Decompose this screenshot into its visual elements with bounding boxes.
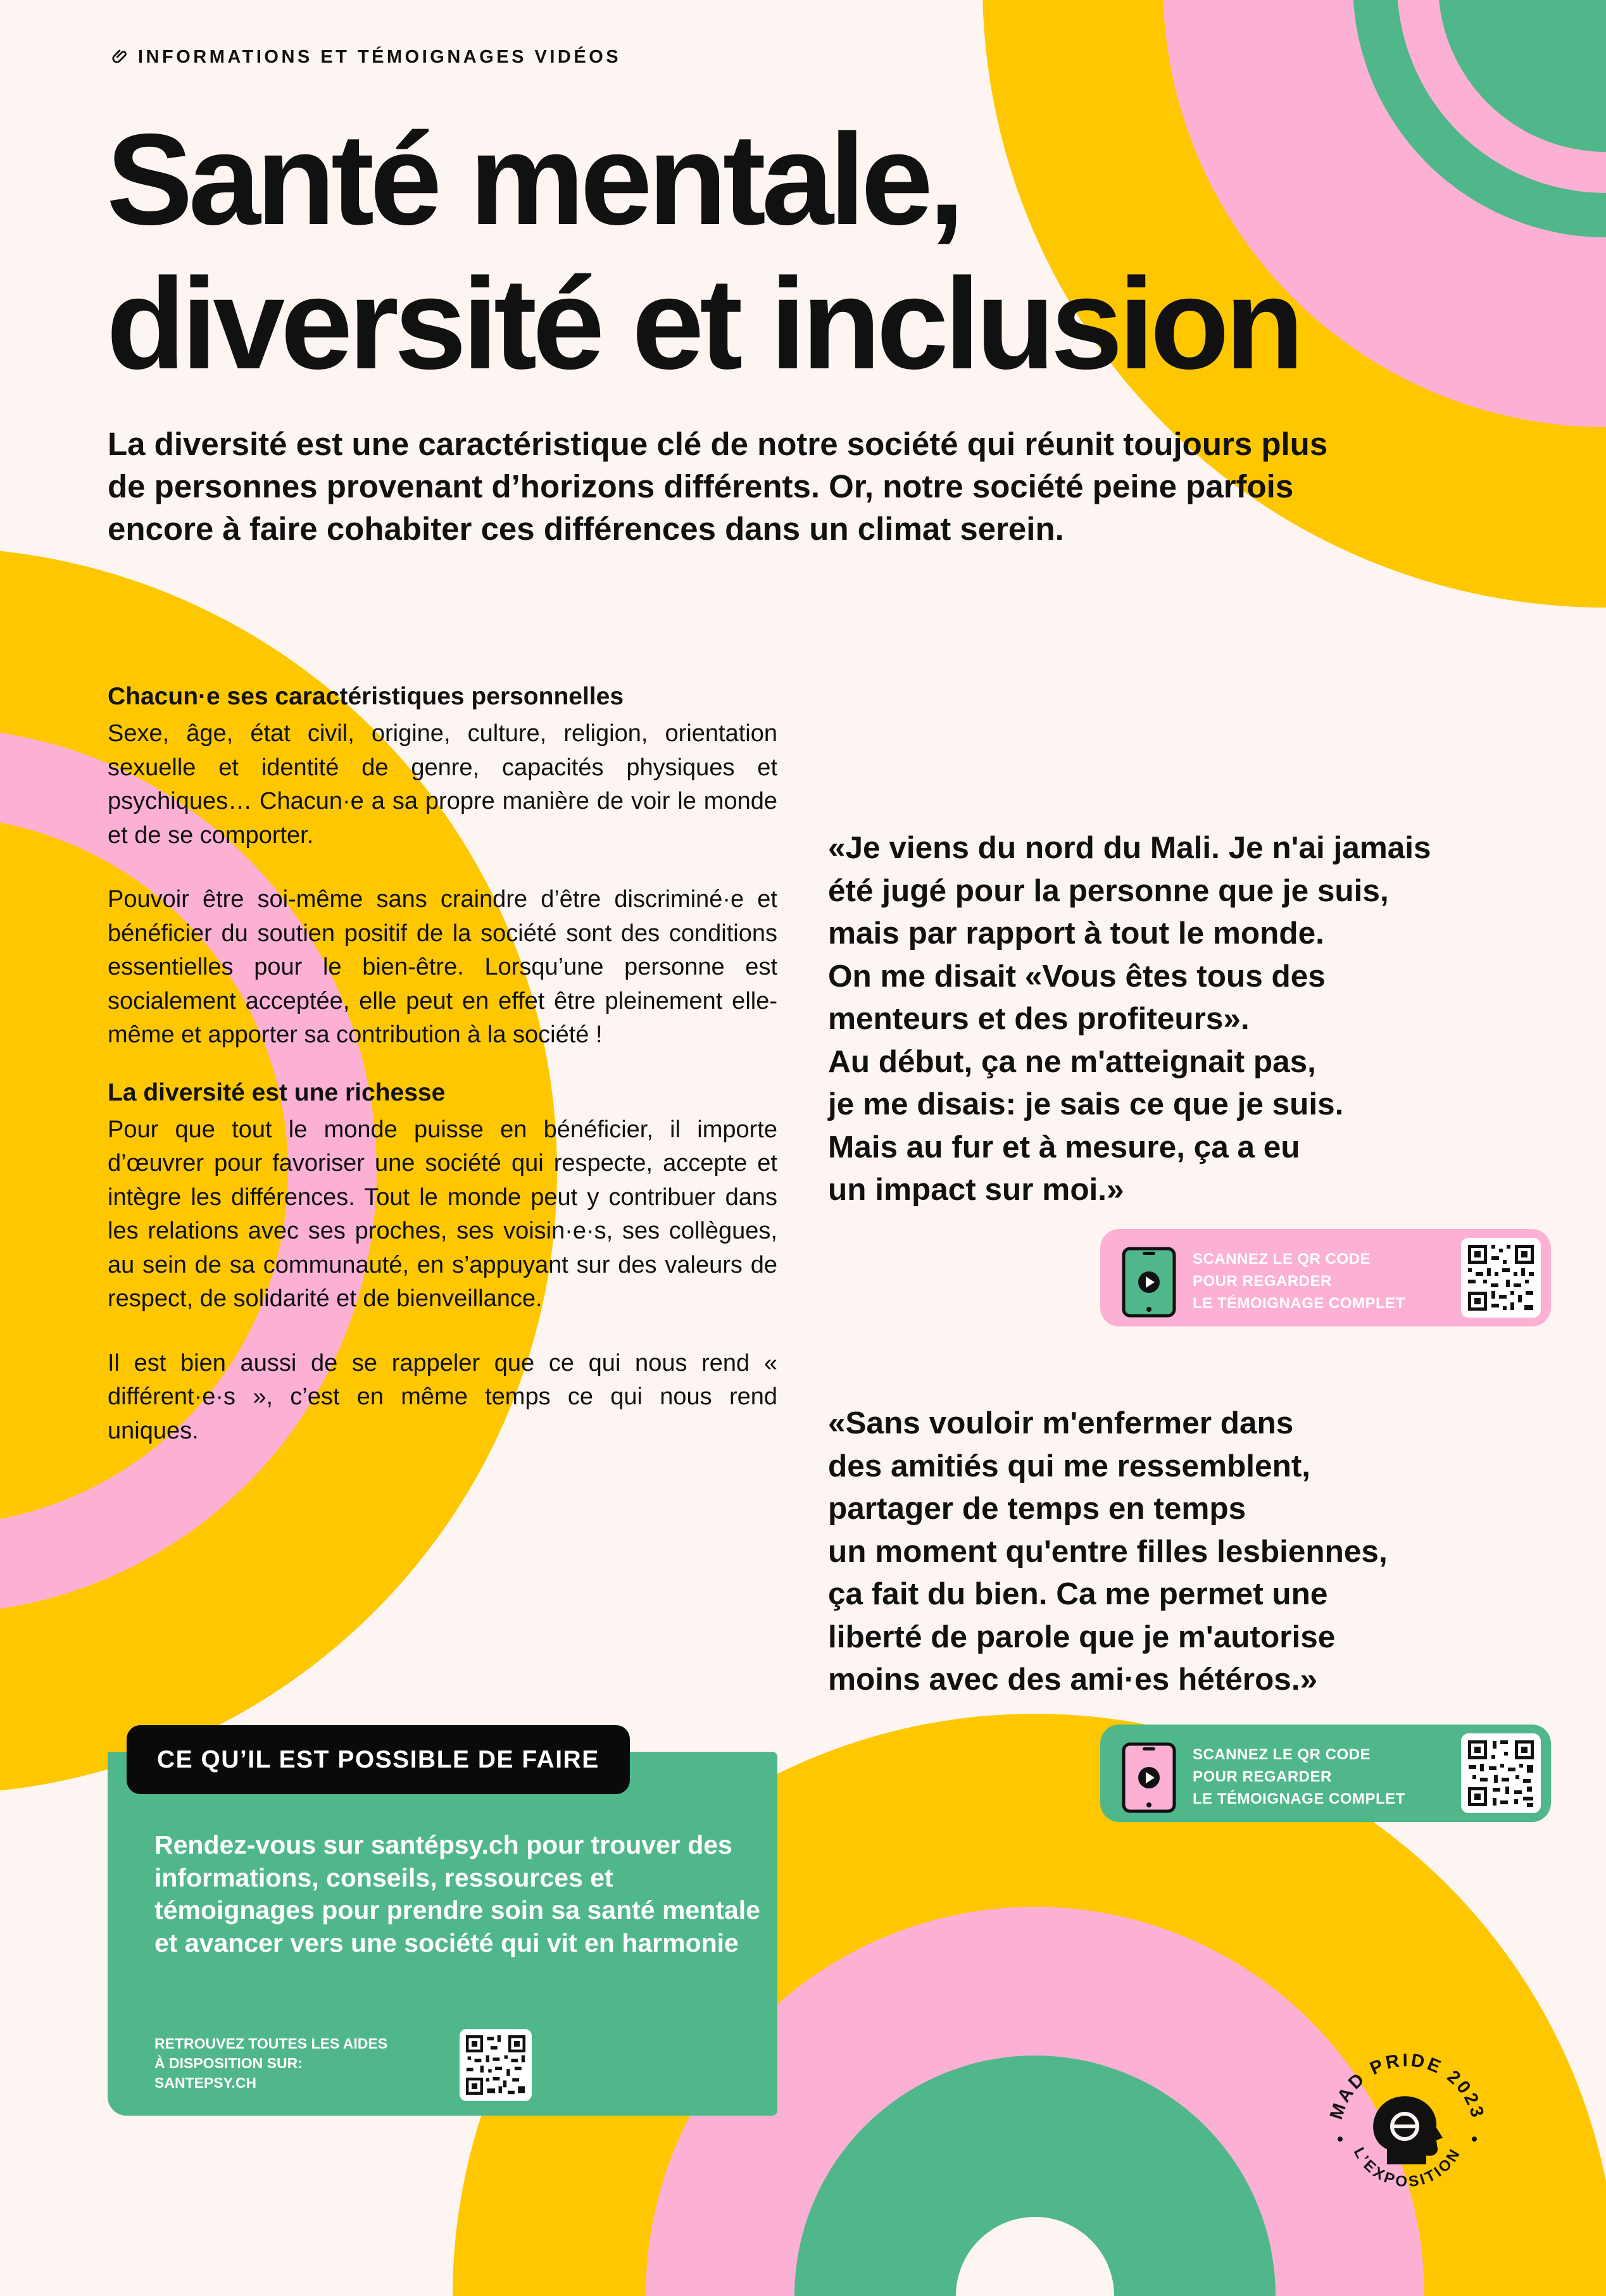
quote-line: été jugé pour la personne que je suis,	[828, 873, 1389, 908]
paperclip-icon	[111, 48, 129, 66]
testimonial-quote	[828, 1402, 1388, 1701]
cta-text	[1193, 1744, 1459, 1810]
badge-top-text: MAD PRIDE 2023	[1326, 2050, 1488, 2122]
body-paragraph: Sexe, âge, état civil, origine, culture, religion, orientation sexuelle et identité de genre, capacités physiques et psychiques… Chacun·e a sa propre manière de voir le monde et de se comporter.	[108, 720, 777, 849]
cta-line: SCANNEZ LE QR CODE	[1193, 1251, 1371, 1268]
quote-line: moins avec des ami·es hétéros.»	[828, 1662, 1318, 1697]
mad-pride-badge	[1312, 2038, 1502, 2228]
head-profile-logo-icon	[1373, 2096, 1443, 2164]
left-column	[108, 680, 777, 1478]
quote-line: ça fait du bien. Ca me permet une	[828, 1576, 1328, 1611]
lede-paragraph: La diversité est une caractéristique clé de notre société qui réunit toujours plus de personnes provenant d’horizons différents. Or, notre société peine parfois encore à faire cohabiter ces différences dans un climat serein.	[108, 426, 1328, 547]
title-line: diversité et inclusion	[106, 251, 1300, 396]
quote-line: liberté de parole que je m'autorise	[828, 1619, 1336, 1654]
cta-line: SCANNEZ LE QR CODE	[1193, 1746, 1371, 1763]
footer-line: SANTEPSY.CH	[154, 2075, 257, 2091]
cta-line: LE TÉMOIGNAGE COMPLET	[1193, 1790, 1405, 1807]
quote-line: des amitiés qui me ressemblent,	[828, 1448, 1311, 1483]
qr-code-icon[interactable]	[1461, 1733, 1541, 1813]
action-footer	[108, 2012, 551, 2116]
qr-code-icon[interactable]	[1461, 1238, 1541, 1318]
title-line: Santé mentale,	[106, 107, 960, 252]
quote-line: «Je viens du nord du Mali. Je n'ai jamais	[828, 830, 1431, 865]
quote-line: je me disais: je sais ce que je suis.	[828, 1087, 1344, 1121]
footer-line: RETROUVEZ TOUTES LES AIDES	[154, 2035, 388, 2052]
kicker-text: INFORMATIONS ET TÉMOIGNAGES VIDÉOS	[138, 47, 622, 67]
video-qr-card[interactable]	[1100, 1725, 1551, 1822]
quote-line: un impact sur moi.»	[828, 1172, 1124, 1207]
quote-line: mais par rapport à tout le monde.	[828, 916, 1324, 951]
quote-line: Mais au fur et à mesure, ça a eu	[828, 1129, 1300, 1164]
phone-play-icon	[1122, 1742, 1176, 1813]
footer-line: À DISPOSITION SUR:	[154, 2055, 303, 2071]
cta-line: LE TÉMOIGNAGE COMPLET	[1193, 1295, 1405, 1312]
quote-line: partager de temps en temps	[828, 1491, 1246, 1526]
phone-play-icon	[1122, 1247, 1176, 1318]
quote-line: un moment qu'entre filles lesbiennes,	[828, 1533, 1388, 1569]
cta-text	[1193, 1248, 1459, 1314]
action-footer-text	[154, 2034, 387, 2093]
action-text: Rendez-vous sur santépsy.ch pour trouver des informations, conseils, ressources et témoignages pour prendre soin sa santé mentale et avancer vers une société qui vit en harmonie	[154, 1830, 760, 1957]
video-qr-card[interactable]	[1100, 1229, 1551, 1326]
quote-line: Au début, ça ne m'atteignait pas,	[828, 1044, 1316, 1079]
qr-code-icon[interactable]	[460, 2029, 532, 2101]
quote-line: «Sans vouloir m'enfermer dans	[828, 1406, 1294, 1440]
testimonial-quote	[828, 827, 1431, 1211]
body-paragraph: Il est bien aussi de se rappeler que ce qui nous rend « différent·e·s », c’est en même temps ce qui nous rend uniques.	[108, 1349, 777, 1444]
cta-line: POUR REGARDER	[1193, 1273, 1332, 1290]
cta-line: POUR REGARDER	[1193, 1768, 1332, 1785]
action-title: CE QU’IL EST POSSIBLE DE FAIRE	[127, 1725, 630, 1794]
quote-line: On me disait «Vous êtes tous des	[828, 958, 1326, 994]
body-paragraph: Pouvoir être soi-même sans craindre d’être discriminé·e et bénéficier du soutien positif de la société sont des conditions essentielles pour le bien-être. Lorsqu’une personne est socialement acceptée, elle peut en effet être pleinement elle-même et apporter sa contribution à la société !	[108, 886, 777, 1048]
kicker	[111, 47, 621, 68]
page-title	[106, 108, 1300, 396]
section-heading: La diversité est une richesse	[108, 1078, 446, 1106]
quote-line: menteurs et des profiteurs».	[828, 1001, 1250, 1036]
body-paragraph: Pour que tout le monde puisse en bénéficier, il importe d’œuvrer pour favoriser une société qui respecte, accepte et intègre les différences. Tout le monde peut y contribuer dans les relations avec ses proches, ses voisin·e·s, ses collègues, au sein de sa communauté, en s’appuyant sur des valeurs de respect, de solidarité et de bienveillance.	[108, 1116, 777, 1312]
section-heading: Chacun·e ses caractéristiques personnelles	[108, 683, 624, 710]
badge-bottom-text: L’EXPOSITION	[1350, 2144, 1465, 2191]
